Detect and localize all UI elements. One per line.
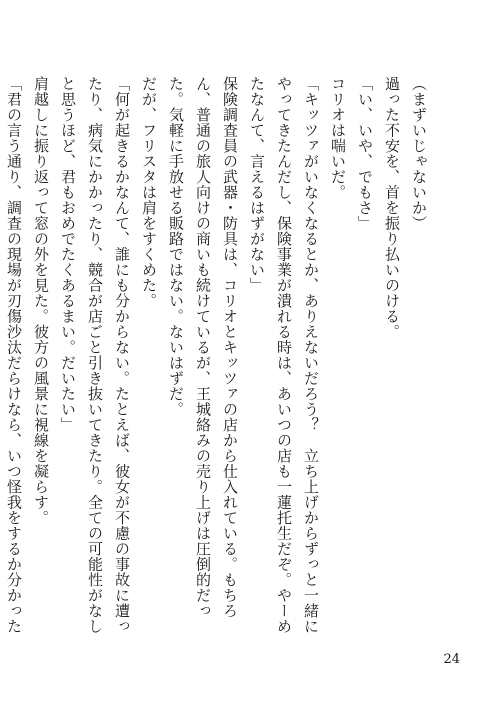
paragraph: コリオは喘いだ。 (329, 76, 347, 200)
paragraph: 「キッツァがいなくなるとか、ありえないだろう？ 立ち上げからずっと一緒にやってきたんだし、保険事業が潰れる時は、あいつの店も一蓮托生だぞ。やーめたなんて、言えるはずがない」 (248, 76, 320, 634)
paragraph: 過った不安を、首を振り払いのける。 (383, 76, 401, 340)
paragraph: 「君の言う通り、調査の現場が刃傷沙汰だらけなら、いつ怪我をするか分かった (5, 76, 23, 634)
paragraph: 「何が起きるかなんて、誰にも分からない。たとえば、彼女が不慮の事故に遭ったり、病気にかかったり、競合が店ごと引き抜いてきたり。全ての可能性がなしと思うほど、君もおめでたくあるまい。だいたい」 (59, 76, 131, 634)
paragraph: だが、フリスタは肩をすくめた。 (140, 76, 158, 309)
paragraph: 保険調査員の武器・防具は、コリオとキッツァの店から仕入れている。もちろん、普通の旅人向けの商いも続けているが、王城絡みの売り上げは圧倒的だった。気軽に手放せる販路ではない。ないはずだ。 (167, 76, 239, 619)
page-number: 24 (443, 652, 460, 667)
paragraph: 肩越しに振り返って窓の外を見た。彼方の風景に視線を凝らす。 (32, 76, 50, 526)
paragraph: 「い、いや、でもさ」 (356, 76, 374, 231)
paragraph: （まずいじゃないか） (410, 76, 428, 231)
body-text (0, 76, 432, 636)
